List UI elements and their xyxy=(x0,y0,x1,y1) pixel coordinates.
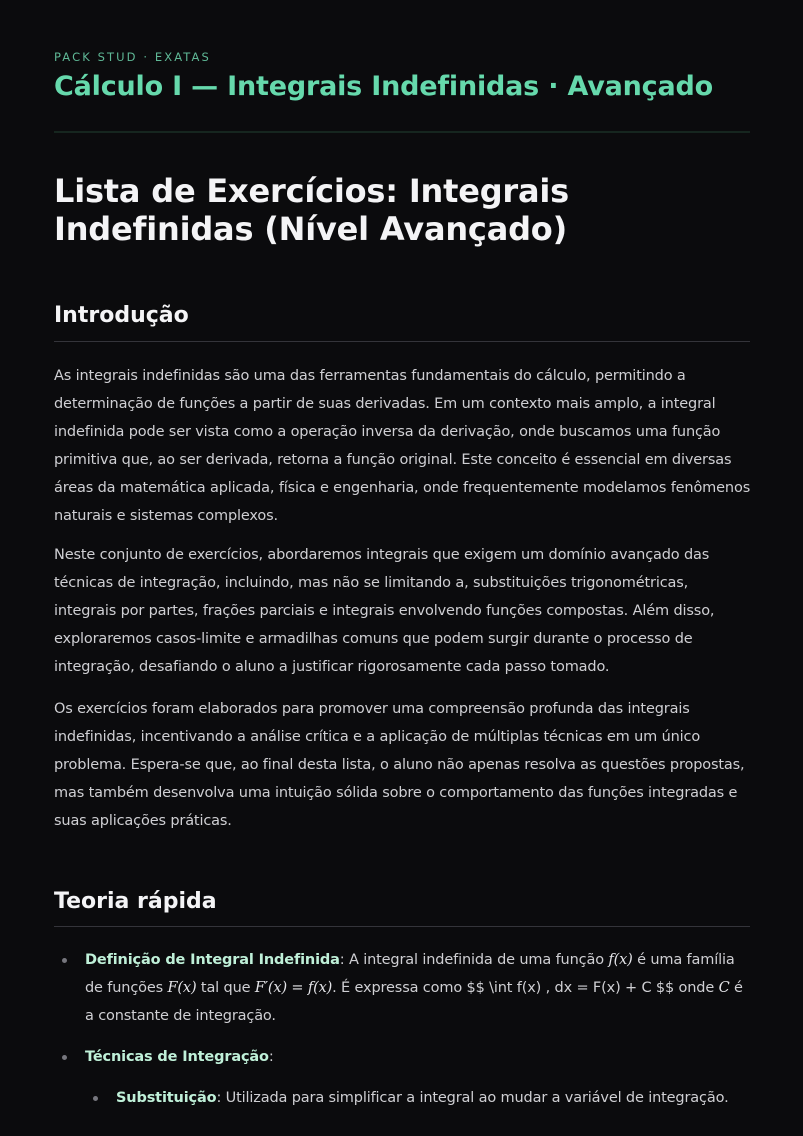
math-derivative: F′(x) = f(x) xyxy=(254,980,333,996)
math-Fx: F(x) xyxy=(167,980,197,996)
list-item-term: Substituição xyxy=(116,1090,217,1106)
intro-paragraph-3: Os exercícios foram elaborados para promover uma compreensão profunda das integrais indefinidas, incentivando a análise crítica e a aplicação de múltiplas técnicas em um único problema. Espera-se que, ao final desta lista, o aluno não apenas resolva as questões propostas, mas também desenvolva uma intuição sólida sobre o comportamento das funções integradas e suas aplicações práticas. xyxy=(54,701,745,829)
list-item-substitution xyxy=(116,1084,750,1112)
intro-paragraph-2: Neste conjunto de exercícios, abordaremos integrais que exigem um domínio avançado das técnicas de integração, incluindo, mas não se limitando a, substituições trigonométricas, integrais por partes, frações parciais e integrais envolvendo funções compostas. Além disso, exploraremos casos-limite e armadilhas comuns que podem surgir durante o processo de integração, desafiando o aluno a justificar rigorosamente cada passo tomado. xyxy=(54,547,715,675)
list-item-definition xyxy=(85,946,750,1030)
list-item-text: : xyxy=(268,1049,274,1065)
course-title: Cálculo I — Integrais Indefinidas · Avançado xyxy=(54,71,713,102)
list-bullet xyxy=(62,1055,67,1060)
intro-paragraph-1: As integrais indefinidas são uma das ferramentas fundamentais do cálculo, permitindo a determinação de funções a partir de suas derivadas. Em um contexto mais amplo, a integral indefinida pode ser vista como a operação inversa da derivação, onde buscamos uma função primitiva que, ao ser derivada, retorna a função original. Este conceito é essencial em diversas áreas da matemática aplicada, física e engenharia, onde frequentemente modelamos fenômenos naturais e sistemas complexos. xyxy=(54,368,751,524)
header-kicker: PACK STUD · EXATAS xyxy=(54,50,211,64)
math-fx: f(x) xyxy=(608,952,633,968)
list-item-techniques xyxy=(85,1043,750,1071)
list-item-term: Definição de Integral Indefinida xyxy=(85,952,340,968)
list-bullet xyxy=(62,958,67,963)
list-item-text: é a constante de integração. xyxy=(85,980,743,1024)
list-item-text: : Utilizada para simplificar a integral ao mudar a variável de integração. xyxy=(216,1090,729,1106)
math-constant: C xyxy=(718,980,730,996)
list-item-text: . É expressa como $$ \int f(x) , dx = F(x) + C $$ onde xyxy=(332,980,719,996)
list-item-text: é uma família de funções xyxy=(85,952,735,996)
list-item-term: Técnicas de Integração xyxy=(85,1049,269,1065)
list-bullet xyxy=(93,1096,98,1101)
page-header xyxy=(54,48,750,133)
intro-heading: Introdução xyxy=(54,303,750,342)
theory-heading: Teoria rápida xyxy=(54,889,750,927)
list-item-text: tal que xyxy=(196,980,255,996)
list-item-text: : A integral indefinida de uma função xyxy=(339,952,609,968)
document-title: Lista de Exercícios: Integrais Indefinidas (Nível Avançado) xyxy=(54,172,570,248)
